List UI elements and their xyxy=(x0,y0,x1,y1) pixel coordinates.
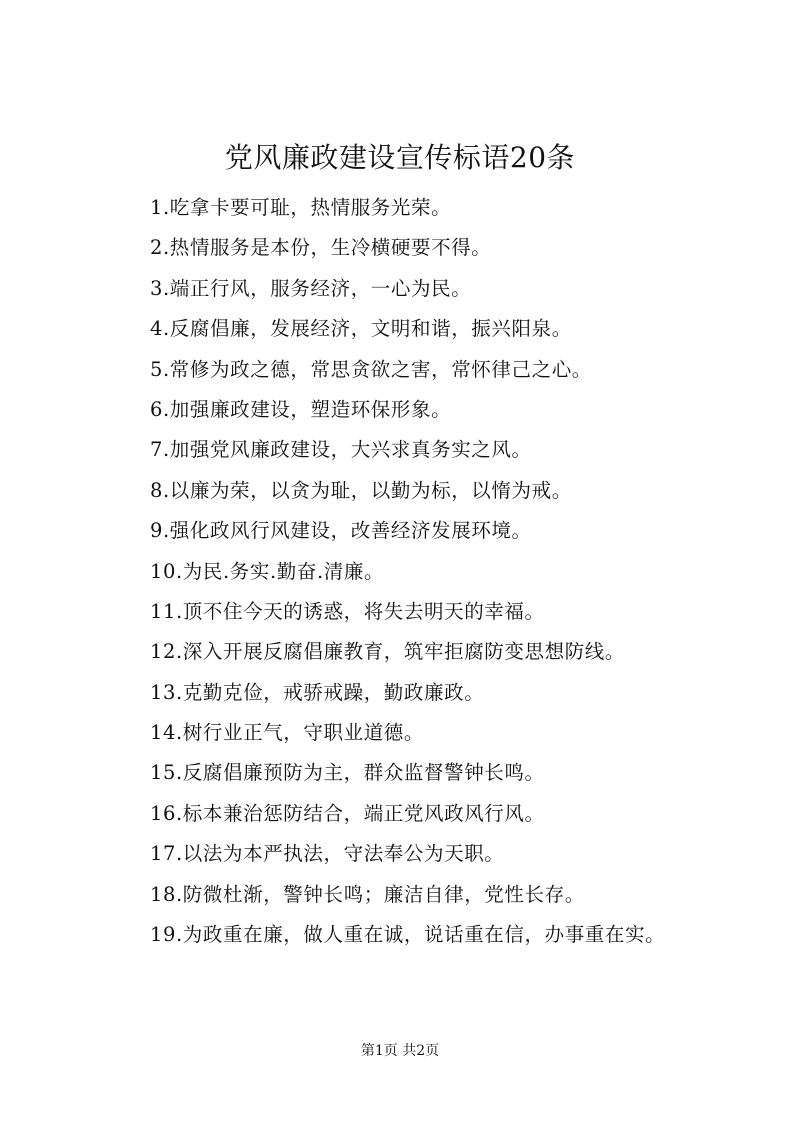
slogan-item-18: 18.防微杜渐，警钟长鸣；廉洁自律，党性长存。 xyxy=(150,882,585,906)
slogan-list xyxy=(150,188,790,955)
slogan-item-14: 14.树行业正气，守职业道德。 xyxy=(150,721,425,745)
slogan-item-6: 6.加强廉政建设，塑造环保形象。 xyxy=(150,397,452,421)
slogan-item-8: 8.以廉为荣，以贪为耻，以勤为标，以惰为戒。 xyxy=(150,478,572,502)
slogan-item-1: 1.吃拿卡要可耻，热情服务光荣。 xyxy=(150,196,452,219)
page-footer: 第1页 共2页 xyxy=(360,1043,440,1059)
document-title: 党风廉政建设宣传标语20条 xyxy=(224,141,576,174)
slogan-item-11: 11.顶不住今天的诱惑，将失去明天的幸福。 xyxy=(150,599,545,623)
slogan-item-9: 9.强化政风行风建设，改善经济发展环境。 xyxy=(150,519,532,543)
slogan-item-13: 13.克勤克俭，戒骄戒躁，勤政廉政。 xyxy=(150,680,485,704)
slogan-item-3: 3.端正行风，服务经济，一心为民。 xyxy=(150,276,472,300)
slogan-item-12: 12.深入开展反腐倡廉教育，筑牢拒腐防变思想防线。 xyxy=(150,640,626,664)
slogan-item-4: 4.反腐倡廉，发展经济，文明和谐，振兴阳泉。 xyxy=(150,317,572,341)
slogan-item-17: 17.以法为本严执法，守法奉公为天职。 xyxy=(150,842,505,866)
slogan-item-16: 16.标本兼治惩防结合，端正党风政风行风。 xyxy=(150,801,545,825)
slogan-item-15: 15.反腐倡廉预防为主，群众监督警钟长鸣。 xyxy=(150,761,545,785)
slogan-item-7: 7.加强党风廉政建设，大兴求真务实之风。 xyxy=(150,438,532,462)
slogan-item-10: 10.为民.务实.勤奋.清廉。 xyxy=(150,559,385,583)
slogan-item-5: 5.常修为政之德，常思贪欲之害，常怀律己之心。 xyxy=(150,357,592,381)
slogan-item-19: 19.为政重在廉，做人重在诚，说话重在信，办事重在实。 xyxy=(150,923,666,947)
slogan-item-2: 2.热情服务是本份，生冷横硬要不得。 xyxy=(150,236,492,260)
